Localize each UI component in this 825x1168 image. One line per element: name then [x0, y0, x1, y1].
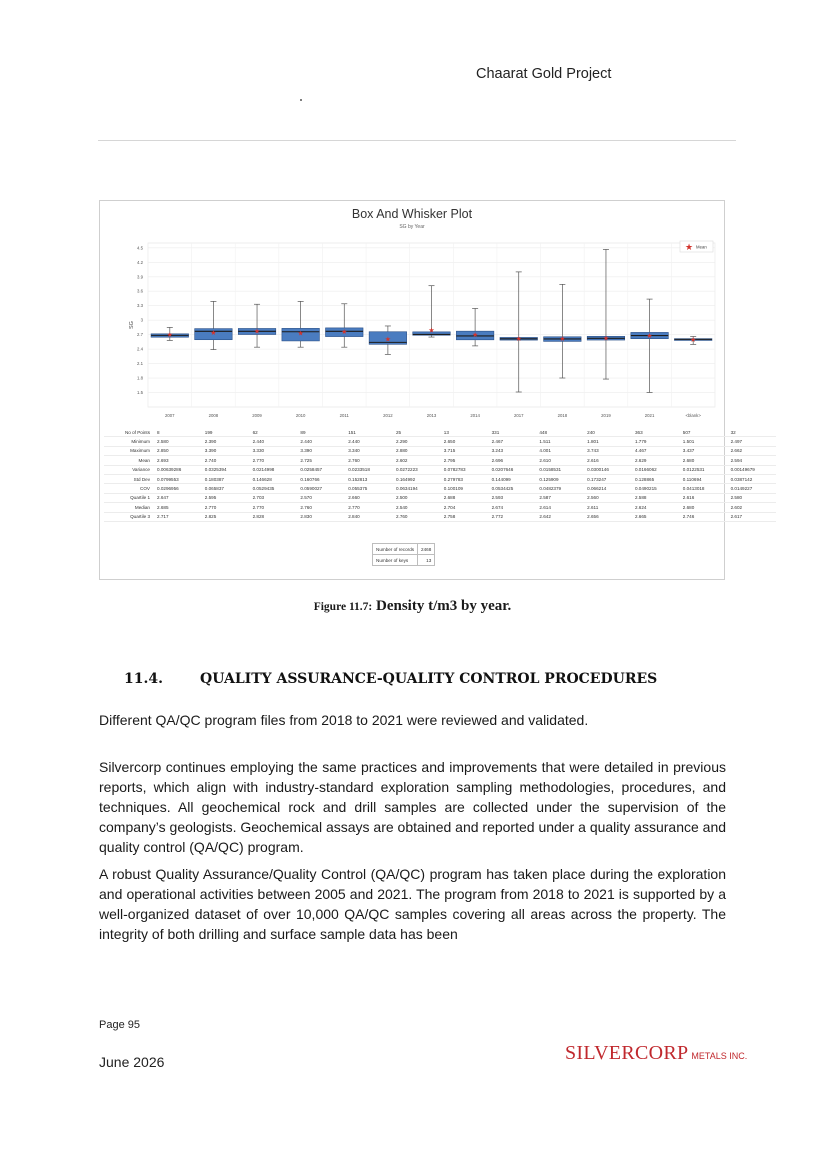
table-cell: 0.152813	[346, 474, 394, 483]
table-cell: 507	[681, 428, 729, 437]
table-cell: 3.743	[585, 446, 633, 455]
table-cell: 2.497	[729, 437, 777, 446]
figure-caption	[0, 598, 825, 615]
table-cell: 2.390	[203, 437, 251, 446]
y-tick-label: 3.9	[137, 274, 143, 280]
table-cell: 0.146628	[251, 474, 299, 483]
y-tick-label: 3.3	[137, 303, 143, 309]
table-cell: 1.801	[585, 437, 633, 446]
table-cell: 62	[251, 428, 299, 437]
table-cell: 3.715	[442, 446, 490, 455]
y-tick-label: 2.1	[137, 361, 143, 367]
statistics-table	[104, 428, 776, 522]
table-cell: 2.500	[394, 493, 442, 502]
figure-box	[99, 200, 725, 580]
table-cell: 4.001	[537, 446, 585, 455]
table-cell: 0.065837	[203, 484, 251, 493]
table-cell: 0.0233518	[346, 465, 394, 474]
table-row	[104, 474, 776, 483]
table-cell: 0.0413018	[681, 484, 729, 493]
table-cell: 2.611	[585, 503, 633, 512]
table-cell: 0.0122531	[681, 465, 729, 474]
header-dot	[300, 99, 302, 101]
table-cell: 240	[585, 428, 633, 437]
table-cell: 2.760	[298, 503, 346, 512]
table-cell: 2.725	[298, 456, 346, 465]
table-cell: 2.740	[203, 456, 251, 465]
mean-star: ★	[559, 335, 566, 343]
table-cell: 2.696	[490, 456, 538, 465]
table-cell: 2.830	[298, 512, 346, 521]
table-cell: 3.243	[490, 446, 538, 455]
table-cell: 2.770	[203, 503, 251, 512]
row-label: Variance	[104, 465, 155, 474]
table-cell: 2.629	[633, 456, 681, 465]
table-cell: 2.688	[442, 493, 490, 502]
table-cell: 0.144099	[490, 474, 538, 483]
table-cell: 199	[203, 428, 251, 437]
table-cell: 3.340	[346, 446, 394, 455]
table-cell: 2.616	[585, 456, 633, 465]
table-cell: 2.760	[394, 512, 442, 521]
mean-star: ★	[341, 328, 348, 336]
row-label: COV	[104, 484, 155, 493]
table-cell: 0.110694	[681, 474, 729, 483]
x-tick-label: 2017	[513, 413, 524, 418]
y-tick-label: 4.2	[137, 259, 143, 265]
row-label: Mean	[104, 456, 155, 465]
table-cell: 0.100109	[442, 484, 490, 493]
table-cell: 151	[346, 428, 394, 437]
table-cell: 2.840	[346, 512, 394, 521]
y-tick-label: 3	[140, 317, 143, 323]
x-tick-label: 2013	[426, 413, 437, 418]
table-cell: 2.662	[729, 446, 777, 455]
table-cell: 2.593	[490, 493, 538, 502]
y-axis-label: SG	[129, 321, 135, 329]
row-label: No of Points	[104, 428, 155, 437]
row-label: Maximum	[104, 446, 155, 455]
table-cell: 2.746	[681, 512, 729, 521]
mean-star: ★	[253, 328, 261, 336]
table-cell: 0.055375	[346, 484, 394, 493]
table-cell: 0.0149227	[729, 484, 777, 493]
table-cell: 0.0590027	[298, 484, 346, 493]
row-label: Quartile 1	[104, 493, 155, 502]
x-tick-label: 2012	[383, 413, 393, 418]
mean-star: ★	[690, 336, 697, 344]
y-tick-label: 3.6	[137, 288, 143, 294]
x-tick-label: 2014	[470, 413, 480, 418]
table-cell: 0.0166062	[633, 465, 681, 474]
table-cell: 0.180387	[203, 474, 251, 483]
table-cell: 0.0214998	[251, 465, 299, 474]
table-cell: 0.128865	[633, 474, 681, 483]
table-cell: 2.560	[585, 493, 633, 502]
table-cell: 2.704	[442, 503, 490, 512]
table-cell: 3.437	[681, 446, 729, 455]
table-cell: 2.440	[298, 437, 346, 446]
table-cell: 0.125909	[537, 474, 585, 483]
legend-mean-star: ★	[684, 242, 694, 252]
mean-star: ★	[602, 335, 610, 343]
chart-subtitle: SG by Year	[399, 224, 425, 230]
table-row	[104, 428, 776, 437]
table-cell: 0.0207646	[490, 465, 538, 474]
paragraph: Silvercorp continues employing the same practices and improvements that were detailed in previous reports, which align with industry-standard exploration sampling methodologies, procedures, and techniques. All geochemical rock and drill samples are collected under the supervision of the company’s geologists. Geochemical assays are obtained and reported under a quality assurance and quality control (QA/QC) program.	[99, 759, 727, 855]
table-cell: 2.290	[394, 437, 442, 446]
table-cell: 448	[537, 428, 585, 437]
mean-star: ★	[471, 332, 479, 340]
table-cell: 3.390	[203, 446, 251, 455]
table-cell: 0.0300146	[585, 465, 633, 474]
table-cell: 0.0482379	[537, 484, 585, 493]
table-cell: 2.587	[537, 493, 585, 502]
x-tick-label: 2008	[208, 413, 219, 418]
table-cell: 4.467	[633, 446, 681, 455]
table-cell: 2.595	[203, 493, 251, 502]
table-cell: 0.066214	[585, 484, 633, 493]
table-cell: 0.0634194	[394, 484, 442, 493]
table-cell: 0.0534425	[490, 484, 538, 493]
table-row	[104, 446, 776, 455]
table-cell: 1.511	[537, 437, 585, 446]
table-cell: 2.647	[155, 493, 203, 502]
y-tick-label: 1.5	[137, 390, 143, 396]
table-cell: 0.160766	[298, 474, 346, 483]
table-cell: 2.665	[633, 512, 681, 521]
table-cell: 2.617	[729, 512, 777, 521]
table-cell: 2.467	[490, 437, 538, 446]
mean-star: ★	[515, 336, 522, 344]
footer-date: June 2026	[99, 1054, 165, 1070]
records-summary-box	[372, 543, 435, 566]
x-tick-label: 2019	[601, 413, 611, 418]
row-label: Quartile 3	[104, 512, 155, 521]
table-cell: 2.602	[394, 456, 442, 465]
table-cell: 3.330	[251, 446, 299, 455]
logo-wordmark: SILVERCORP	[565, 1042, 689, 1064]
table-cell: 0.00639286	[155, 465, 203, 474]
legend-label: Mean	[696, 244, 707, 250]
table-cell: 2.693	[155, 456, 203, 465]
table-cell: 2.680	[681, 456, 729, 465]
table-cell: 2.614	[537, 503, 585, 512]
table-cell: 8	[155, 428, 203, 437]
table-row	[104, 465, 776, 474]
table-cell: 331	[490, 428, 538, 437]
row-label: Std Dev	[104, 474, 155, 483]
table-cell: 2.610	[537, 456, 585, 465]
table-cell: 2.772	[490, 512, 538, 521]
table-cell: 25	[394, 428, 442, 437]
table-cell: 0.0296956	[155, 484, 203, 493]
header-rule	[98, 140, 736, 141]
paragraph: Different QA/QC program files from 2018 to 2021 were reviewed and validated.	[99, 712, 589, 728]
table-cell: 2.594	[729, 456, 777, 465]
table-cell: 0.0387142	[729, 474, 777, 483]
table-cell: 13	[442, 428, 490, 437]
table-cell: 2.717	[155, 512, 203, 521]
x-tick-label: 2011	[339, 413, 349, 418]
table-cell: 2.680	[681, 503, 729, 512]
records-row	[373, 544, 435, 555]
x-tick-label: 2009	[252, 413, 262, 418]
table-cell: 2.828	[251, 512, 299, 521]
table-cell: 2.758	[442, 512, 490, 521]
records-value: 13	[418, 555, 435, 566]
table-cell: 0.0272223	[394, 465, 442, 474]
table-cell: 0.279783	[442, 474, 490, 483]
y-tick-label: 2.7	[137, 332, 143, 338]
table-cell: 2.602	[729, 503, 777, 512]
table-cell: 0.00149679	[729, 465, 777, 474]
table-cell: 2.616	[681, 493, 729, 502]
table-cell: 2.642	[537, 512, 585, 521]
table-cell: 0.0258457	[298, 465, 346, 474]
mean-star: ★	[297, 330, 304, 338]
table-cell: 0.0529435	[251, 484, 299, 493]
table-cell: 2.580	[729, 493, 777, 502]
paragraph: A robust Quality Assurance/Quality Control (QA/QC) program has taken place during the exploration and operational activities between 2005 and 2021. The program from 2018 to 2021 is supported by a well-organized dataset of over 10,000 QA/QC samples covering all areas across the property. The integrity of both drilling and surface sample data has been	[99, 866, 726, 942]
records-row	[373, 555, 435, 566]
table-cell: 2.770	[346, 503, 394, 512]
section-title: QUALITY ASSURANCE-QUALITY CONTROL PROCEDURES	[200, 671, 658, 687]
table-cell: 0.0158531	[537, 465, 585, 474]
table-cell: 2.760	[346, 456, 394, 465]
table-cell: 3.390	[298, 446, 346, 455]
table-cell: 0.0782783	[442, 465, 490, 474]
table-cell: 2.440	[251, 437, 299, 446]
table-cell: 363	[633, 428, 681, 437]
mean-star: ★	[166, 332, 173, 340]
table-cell: 0.0490215	[633, 484, 681, 493]
table-cell: 2.825	[203, 512, 251, 521]
table-cell: 2.795	[442, 456, 490, 465]
table-cell: 1.779	[633, 437, 681, 446]
y-tick-label: 2.4	[137, 346, 143, 352]
mean-star: ★	[428, 327, 435, 335]
table-cell: 0.173247	[585, 474, 633, 483]
row-label: Median	[104, 503, 155, 512]
table-cell: 1.501	[681, 437, 729, 446]
mean-star: ★	[384, 336, 392, 344]
table-row	[104, 503, 776, 512]
table-cell: 2.570	[298, 493, 346, 502]
table-cell: 2.588	[633, 493, 681, 502]
x-tick-label: 2010	[295, 413, 306, 418]
figure-caption-text: Density t/m3 by year.	[376, 598, 512, 614]
logo-subtext: METALS INC.	[691, 1051, 748, 1061]
table-cell: 32	[729, 428, 777, 437]
table-cell: 2.580	[155, 437, 203, 446]
table-row	[104, 512, 776, 521]
table-cell: 2.850	[155, 446, 203, 455]
table-cell: 2.624	[633, 503, 681, 512]
silvercorp-logo	[565, 1042, 747, 1065]
table-cell: 2.656	[585, 512, 633, 521]
records-label: Number of records	[373, 544, 418, 555]
x-tick-label: 2018	[557, 413, 568, 418]
mean-star: ★	[646, 332, 653, 340]
page-number: Page 95	[99, 1019, 140, 1031]
table-cell: 2.770	[251, 456, 299, 465]
section-number: 11.4.	[124, 671, 163, 687]
table-row	[104, 484, 776, 493]
table-cell: 2.674	[490, 503, 538, 512]
y-tick-label: 4.5	[137, 245, 143, 251]
table-row	[104, 437, 776, 446]
table-cell: 2.685	[155, 503, 203, 512]
table-cell: 2.440	[346, 437, 394, 446]
table-cell: 2.880	[394, 446, 442, 455]
table-cell: 0.0325394	[203, 465, 251, 474]
x-tick-label: 2007	[165, 413, 175, 418]
table-cell: 2.770	[251, 503, 299, 512]
table-cell: 0.164992	[394, 474, 442, 483]
table-cell: 2.540	[394, 503, 442, 512]
table-cell: 2.660	[346, 493, 394, 502]
chart-title: Box And Whisker Plot	[351, 207, 473, 221]
section-heading	[124, 671, 657, 687]
records-value: 2468	[418, 544, 435, 555]
y-tick-label: 1.8	[137, 375, 143, 381]
x-tick-label: <blank>	[685, 413, 701, 418]
figure-number: Figure 11.7:	[313, 601, 373, 613]
row-label: Minimum	[104, 437, 155, 446]
table-row	[104, 456, 776, 465]
records-label: Number of keys	[373, 555, 418, 566]
document-header-title: Chaarat Gold Project	[476, 66, 612, 82]
x-tick-label: 2021	[644, 413, 655, 418]
table-row	[104, 493, 776, 502]
mean-star: ★	[210, 329, 217, 337]
table-cell: 2.650	[442, 437, 490, 446]
table-cell: 89	[298, 428, 346, 437]
box-whisker-plot	[100, 201, 726, 581]
table-cell: 0.0799553	[155, 474, 203, 483]
table-cell: 2.703	[251, 493, 299, 502]
